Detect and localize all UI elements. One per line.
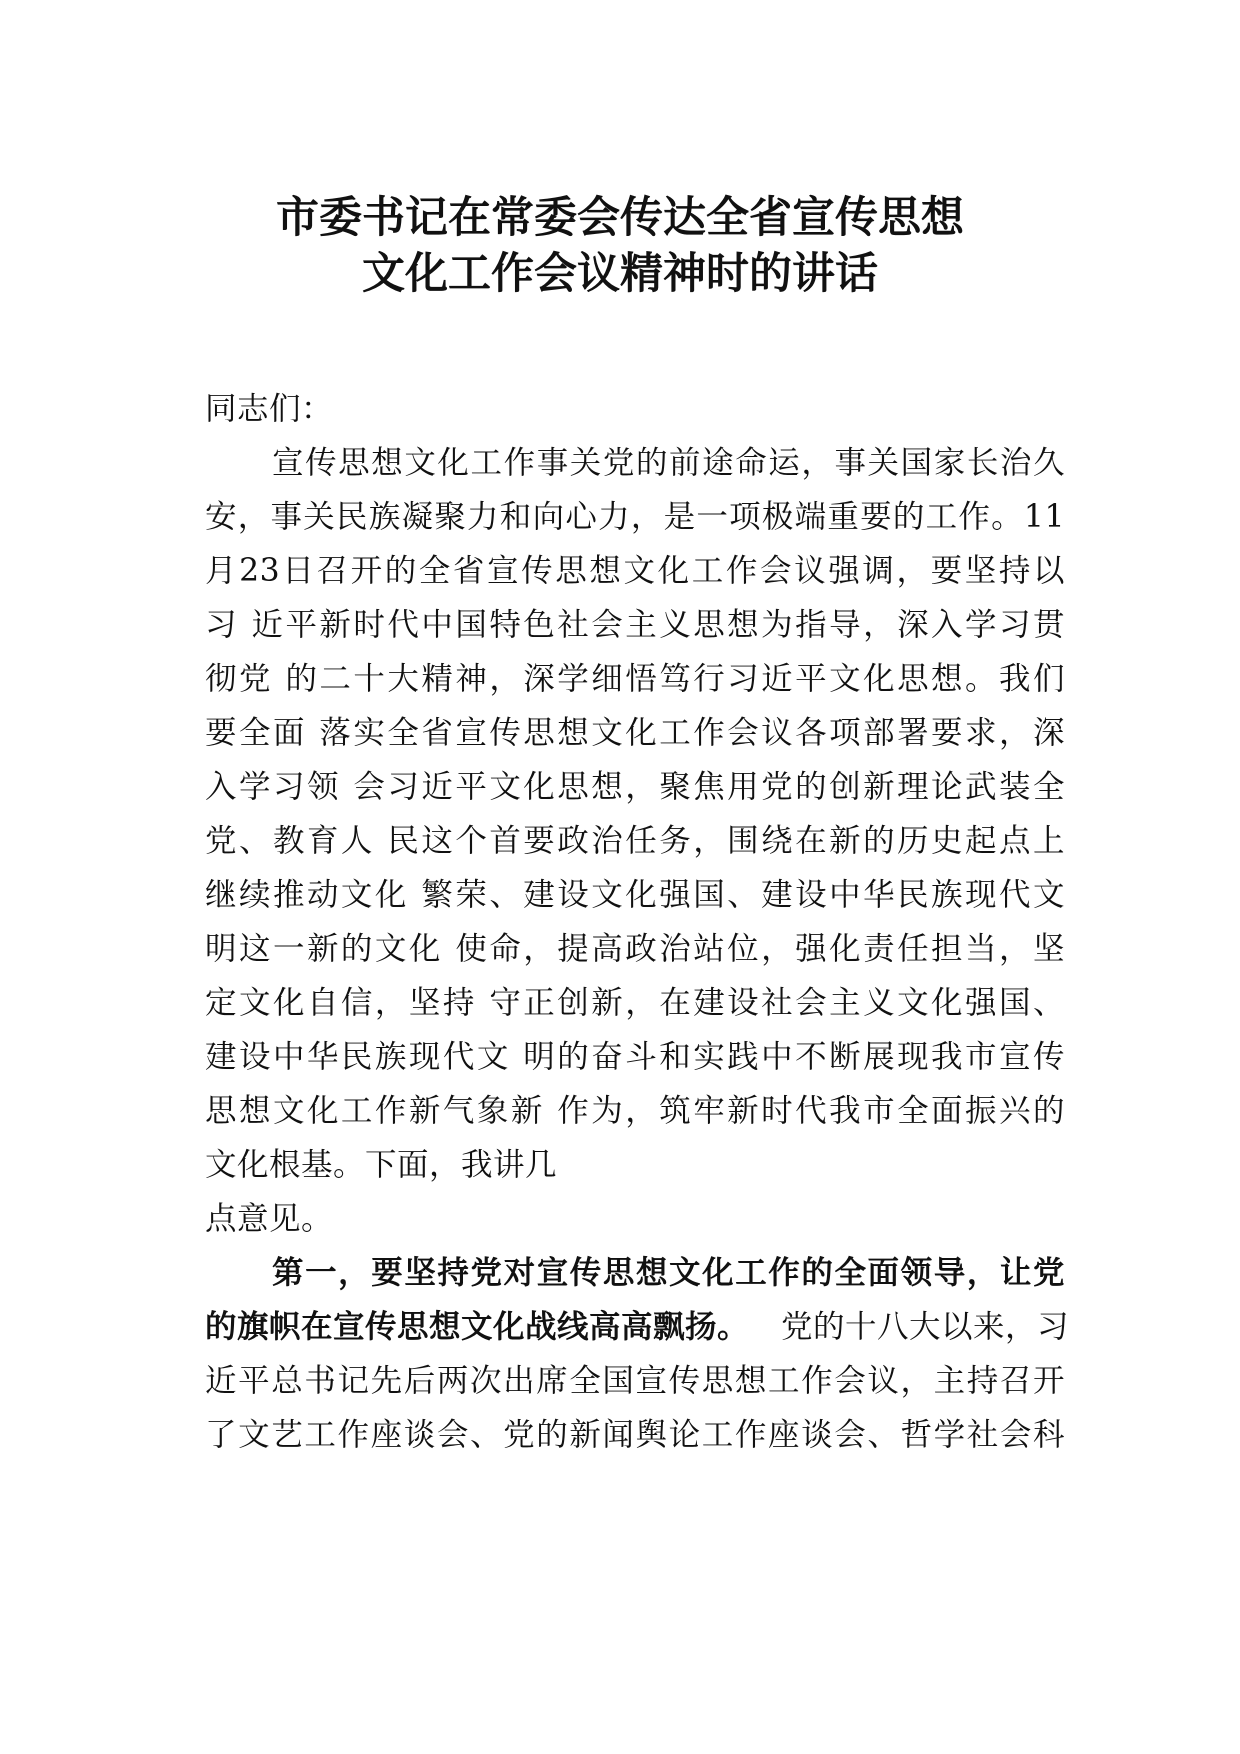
paragraph-line: 了文艺工作座谈会、党的新闻舆论工作座谈会、哲学社会科: [205, 1417, 1065, 1453]
section-heading-text: 第一，要坚持党对宣传思想文化工作的全面领导，让党: [272, 1254, 1065, 1291]
paragraph-line: 宣传思想文化工作事关党的前途命运，事关国家长治久: [272, 445, 1065, 481]
paragraph-line: 文化根基。下面，我讲几: [205, 1147, 558, 1183]
paragraph-line: 习 近平新时代中国特色社会主义思想为指导，深入学习贯: [205, 607, 1065, 643]
section-heading-line: [272, 1247, 1065, 1299]
paragraph-line: 思想文化工作新气象新 作为，筑牢新时代我市全面振兴的: [205, 1093, 1065, 1129]
salutation: 同志们：: [205, 391, 334, 427]
section-heading-text: 的旗帜在宣传思想文化战线高高飘扬。: [205, 1308, 750, 1345]
paragraph-line: 继续推动文化 繁荣、建设文化强国、建设中华民族现代文: [205, 877, 1065, 913]
paragraph-line: 彻党 的二十大精神，深学细悟笃行习近平文化思想。我们: [205, 661, 1065, 697]
paragraph-line: 月23日召开的全省宣传思想文化工作会议强调，要坚持以: [205, 553, 1065, 589]
paragraph-line: 建设中华民族现代文 明的奋斗和实践中不断展现我市宣传: [205, 1039, 1065, 1075]
paragraph-line: 点意见。: [205, 1201, 334, 1237]
paragraph-text: 党的十八大以来，习: [781, 1309, 1070, 1345]
document-title-line-1: 市委书记在常委会传达全省宣传思想: [276, 193, 964, 243]
paragraph-line: 明这一新的文化 使命，提高政治站位，强化责任担当，坚: [205, 931, 1065, 967]
paragraph-line: 定文化自信，坚持 守正创新，在建设社会主义文化强国、: [205, 985, 1065, 1021]
document-title-line-2: 文化工作会议精神时的讲话: [362, 249, 878, 299]
paragraph-line: 安，事关民族凝聚力和向心力，是一项极端重要的工作。11: [205, 499, 1065, 535]
paragraph-line: 要全面 落实全省宣传思想文化工作会议各项部署要求，深: [205, 715, 1065, 751]
section-heading-line: [205, 1301, 1070, 1353]
paragraph-line: 入学习领 会习近平文化思想，聚焦用党的创新理论武装全: [205, 769, 1065, 805]
paragraph-line: 近平总书记先后两次出席全国宣传思想工作会议，主持召开: [205, 1363, 1065, 1399]
paragraph-line: 党、教育人 民这个首要政治任务，围绕在新的历史起点上: [205, 823, 1065, 859]
